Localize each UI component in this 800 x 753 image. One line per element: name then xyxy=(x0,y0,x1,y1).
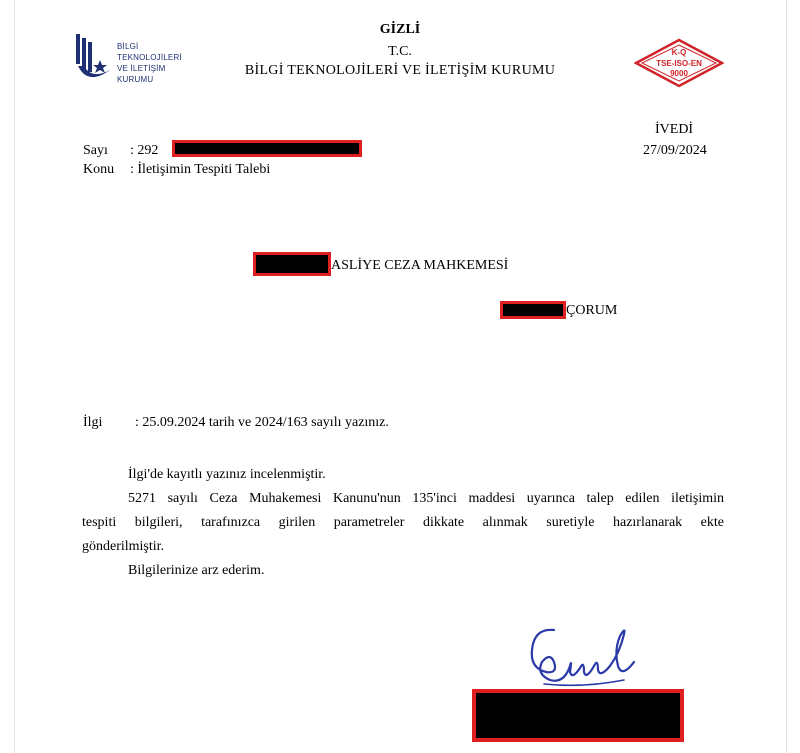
page-edge-left xyxy=(14,0,15,753)
body-paragraph-1: İlgi'de kayıtlı yazınız incelenmiştir. xyxy=(128,467,326,482)
redaction-block xyxy=(172,140,362,157)
badge-line: K-Q xyxy=(671,48,687,57)
urgency-label: İVEDİ xyxy=(655,122,694,137)
sayi-label: Sayı xyxy=(83,143,108,158)
body-paragraph-3: Bilgilerinize arz ederim. xyxy=(128,563,265,578)
body-paragraph-2-line-3: gönderilmiştir. xyxy=(82,539,165,554)
signatory-redaction-block xyxy=(472,689,684,742)
badge-line: 9000 xyxy=(670,69,688,78)
reference-label: İlgi xyxy=(83,415,103,430)
konu-label: Konu xyxy=(83,162,115,177)
body-paragraph-2-line-1: 5271 sayılı Ceza Muhakemesi Kanunu'nun 135'inci maddesi uyarınca talep edilen iletişimin xyxy=(128,491,724,506)
classification-label: GİZLİ xyxy=(379,22,421,37)
redaction-block xyxy=(500,301,566,319)
recipient-court: ASLİYE CEZA MAHKEMESİ xyxy=(331,258,509,273)
logo-line: VE İLETİŞİM xyxy=(117,64,166,73)
tse-iso-badge-icon xyxy=(634,38,724,88)
badge-line: TSE-ISO-EN xyxy=(656,59,702,68)
logo-line: BİLGİ xyxy=(117,42,139,51)
reference-value: : 25.09.2024 tarih ve 2024/163 sayılı yazınız. xyxy=(135,415,389,430)
institution-name: BİLGİ TEKNOLOJİLERİ VE İLETİŞİM KURUMU xyxy=(244,63,556,78)
recipient-city: ÇORUM xyxy=(566,303,618,318)
logo-line: KURUMU xyxy=(117,75,154,84)
page-edge-right xyxy=(786,0,787,753)
sayi-value: : 292 xyxy=(130,143,159,158)
body-paragraph-2-line-2: tespiti bilgileri, tarafınızca girilen parametreler dikkate alınmak suretiyle hazırlanarak ekte xyxy=(82,515,724,530)
signature-icon xyxy=(524,622,644,692)
document-date: 27/09/2024 xyxy=(643,143,707,158)
tc-label: T.C. xyxy=(388,44,412,59)
redaction-block xyxy=(253,252,331,276)
konu-value: : İletişimin Tespiti Talebi xyxy=(130,162,271,177)
logo-line: TEKNOLOJİLERİ xyxy=(117,53,182,62)
